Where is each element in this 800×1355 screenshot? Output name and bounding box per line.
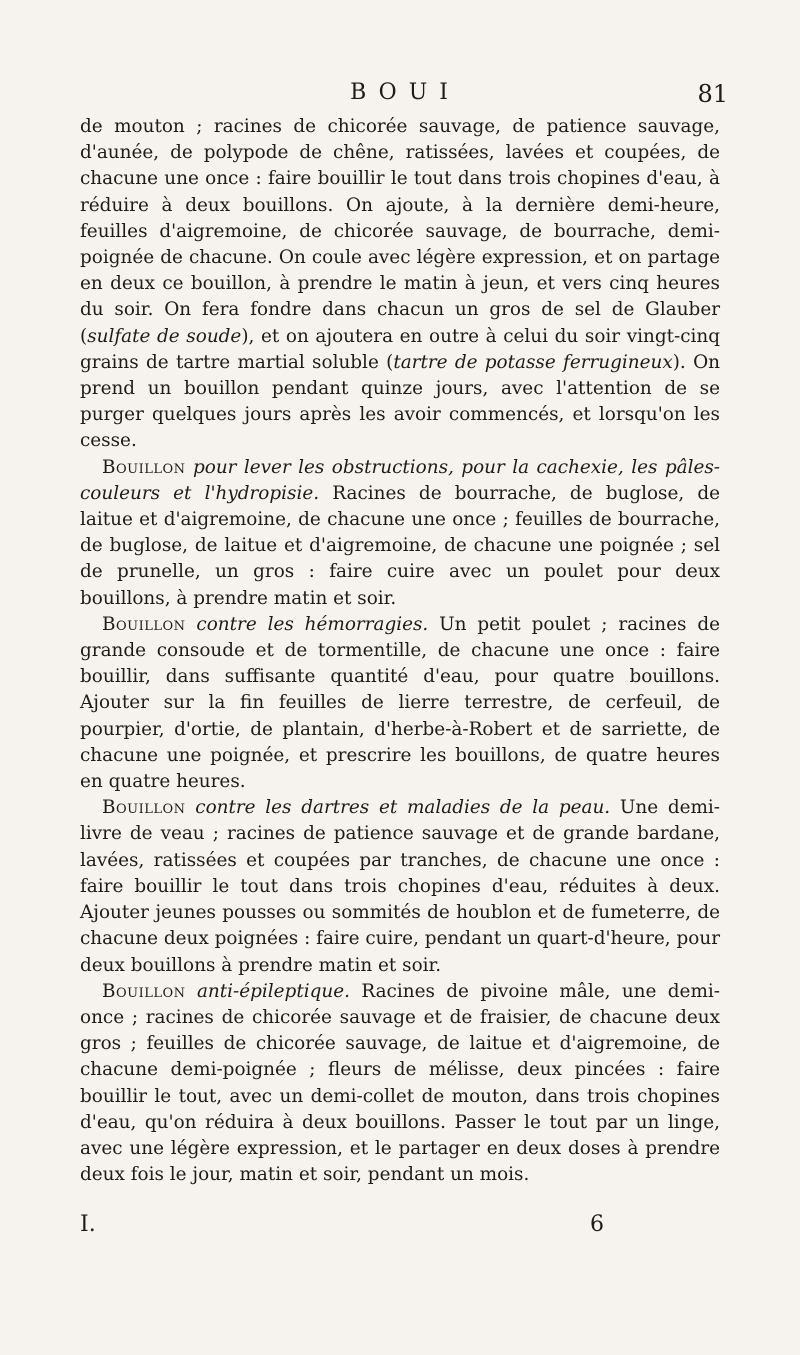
entry-headword: Bouillon xyxy=(102,613,186,635)
sheet-number: 6 xyxy=(590,1212,604,1237)
italic-text: pour lever les obstructions, pour la cachexie, les pâles-couleurs et l'hydropisie. xyxy=(80,456,720,504)
paragraph-text: Un petit poulet ; racines de grande consoude et de tormentille, de chacune une once : faire bouillir, dans suffisante quantité d'eau, pour quatre bouillons. Ajouter sur la fin feuilles de lierre terrestre, de cerfeuil, de pourpier, d'ortie, de plantain, d'herbe-à-Robert et de sarriette, de chacune une poignée, et prescrire les bouillons, de quatre heures en quatre heures. xyxy=(80,613,720,793)
paragraph-text: Racines de pivoine mâle, une demi-once ; racines de chicorée sauvage et de fraisier, de chacune deux gros ; feuilles de chicorée sauvage, de laitue et d'aigremoine, de chacune demi-poignée ; fleurs de mélisse, deux pincées : faire bouillir le tout, avec un demi-collet de mouton, dans trois chopines d'eau, qu'on réduira à deux bouillons. Passer le tout par un linge, avec une légère expression, et le partager en deux doses à prendre deux fois le jour, matin et soir, pendant un mois. xyxy=(80,980,720,1186)
entry-headword: Bouillon xyxy=(102,456,186,478)
paragraph-text: ). On prend un bouillon pendant quinze jours, avec l'attention de se purger quelques jours après les avoir commencés, et lorsqu'on les cesse. xyxy=(80,351,720,452)
entry-bouillon-hemorragies xyxy=(80,612,720,795)
paragraph-text: ), et on ajoutera en outre à celui du soir vingt-cinq grains de tartre martial soluble ( xyxy=(80,325,720,373)
page-footer xyxy=(80,1212,800,1242)
paragraph-text: de mouton ; racines de chicorée sauvage, de patience sauvage, d'aunée, de polypode de chêne, ratissées, lavées et coupées, de chacune une once : faire bouillir le tout dans trois chopines d'eau, à réduire à deux bouillons. On ajoute, à la dernière demi-heure, feuilles d'aigremoine, de chicorée sauvage, de bourrache, demi-poignée de chacune. On coule avec légère expression, et on partage en deux ce bouillon, à prendre le matin à jeun, et vers cinq heures du soir. On fera fondre dans chacun un gros de sel de Glauber ( xyxy=(80,116,720,347)
italic-text: sulfate de soude xyxy=(87,325,242,347)
paragraph-text: Une demi-livre de veau ; racines de patience sauvage et de grande bardane, lavées, ratissées et coupées par tranches, de chacune une once : faire bouillir le tout dans trois chopines d'eau, réduites à deux. Ajouter jeunes pousses ou sommités de houblon et de fumeterre, de chacune deux poignées : faire cuire, pendant un quart-d'heure, pour deux bouillons à prendre matin et soir. xyxy=(80,797,721,976)
entry-bouillon-obstructions xyxy=(80,455,720,612)
paragraph-text: Racines de bourrache, de buglose, de laitue et d'aigremoine, de chacune une once ; feuilles de bourrache, de buglose, de laitue et d'aigremoine, de chacune une poignée ; sel de prunelle, un gros : faire cuire avec un poulet pour deux bouillons, à prendre matin et soir. xyxy=(80,482,721,609)
entry-headword: Bouillon xyxy=(102,797,186,819)
italic-text: contre les dartres et maladies de la peau. xyxy=(185,797,611,819)
signature-mark: I. xyxy=(80,1212,96,1237)
page-header xyxy=(80,80,730,110)
entry-headword: Bouillon xyxy=(102,980,186,1002)
entry-bouillon-anti-epileptique xyxy=(80,979,720,1189)
italic-text: anti-épileptique. xyxy=(185,980,350,1002)
italic-text: tartre de potasse ferrugineux xyxy=(393,351,673,373)
text-body xyxy=(80,114,720,1188)
running-head: BOUI xyxy=(350,80,460,105)
page-number: 81 xyxy=(697,80,728,108)
paragraph-continuation xyxy=(80,114,720,455)
entry-bouillon-dartres xyxy=(80,795,720,978)
italic-text: contre les hémorragies. xyxy=(185,613,429,635)
